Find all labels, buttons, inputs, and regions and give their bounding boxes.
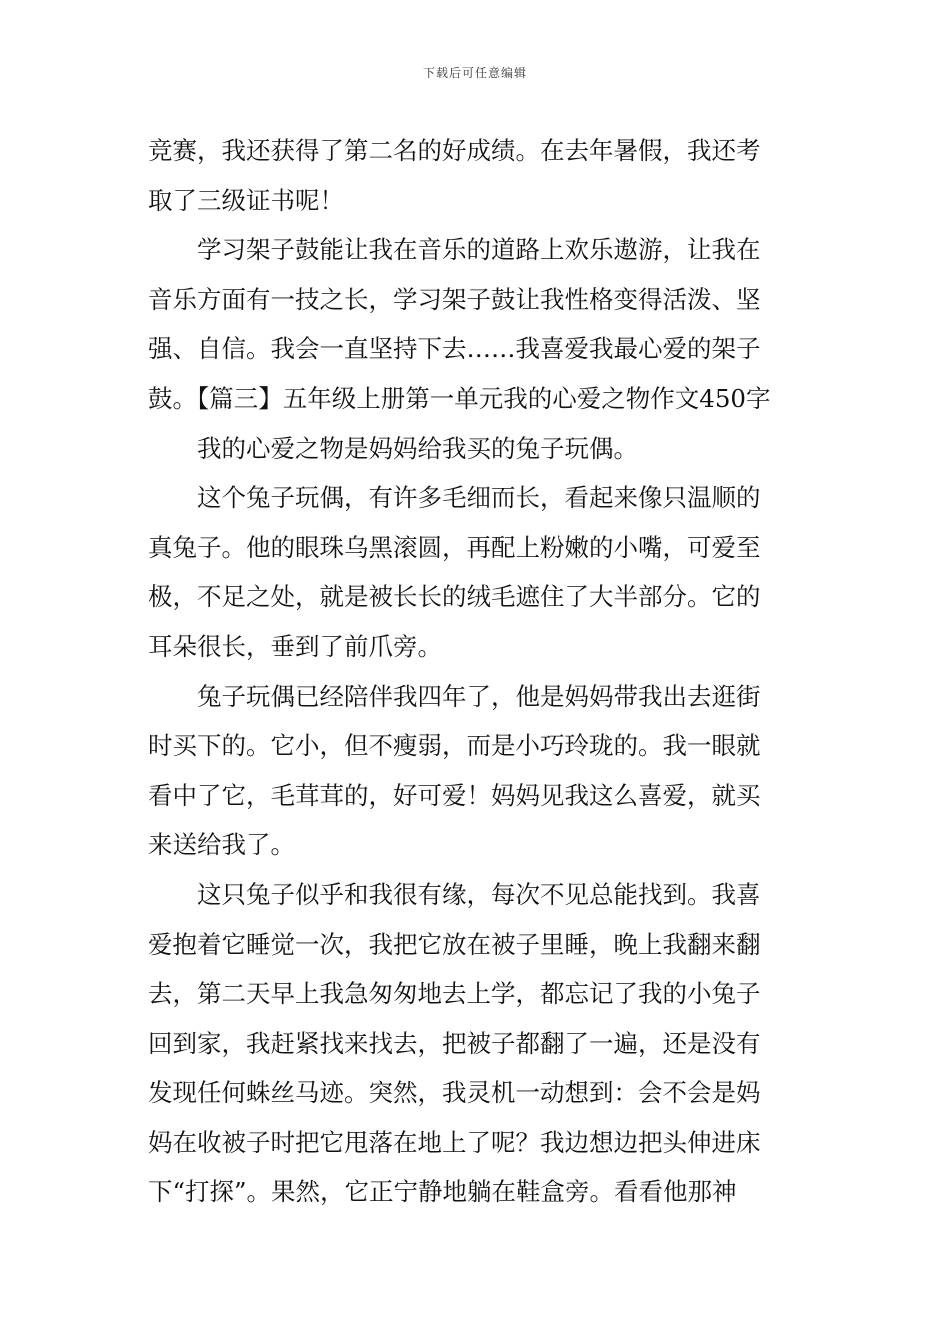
text-line: 这只兔子似乎和我很有缘，每次不见总能找到。我喜 xyxy=(197,879,761,909)
text-line: 去，第二天早上我急匆匆地去上学，都忘记了我的小兔子 xyxy=(148,979,761,1009)
text-line: 极，不足之处，就是被长长的绒毛遮住了大半部分。它的 xyxy=(148,582,761,612)
page-header: 下载后可任意编辑 xyxy=(422,66,527,80)
text-line: 回到家，我赶紧找来找去，把被子都翻了一遍，还是没有 xyxy=(148,1028,761,1058)
text-line: 取了三级证书呢！ xyxy=(148,185,344,215)
text-line: 这个兔子玩偶，有许多毛细而长，看起来像只温顺的 xyxy=(197,483,761,513)
text-line: 下“打探”。果然，它正宁静地躺在鞋盒旁。看看他那神 xyxy=(148,1177,737,1207)
document-body xyxy=(148,126,810,1217)
text-line: 强、自信。我会一直坚持下去……我喜爱我最心爱的架子 xyxy=(148,334,761,364)
text-line: 来送给我了。 xyxy=(148,830,295,860)
text-line: 时买下的。它小，但不瘦弱，而是小巧玲珑的。我一眼就 xyxy=(148,731,761,761)
text-line: 耳朵很长，垂到了前爪旁。 xyxy=(148,631,442,661)
text-line: 爱抱着它睡觉一次，我把它放在被子里睡，晚上我翻来翻 xyxy=(148,929,761,959)
text-line: 发现任何蛛丝马迹。突然，我灵机一动想到：会不会是妈 xyxy=(148,1078,761,1108)
text-line: 学习架子鼓能让我在音乐的道路上欢乐遨游，让我在 xyxy=(197,235,761,265)
text-line: 竞赛，我还获得了第二名的好成绩。在去年暑假，我还考 xyxy=(148,136,761,165)
text-line: 妈在收被子时把它甩落在地上了呢？我边想边把头伸进床 xyxy=(148,1127,761,1157)
text-line: 音乐方面有一技之长，学习架子鼓让我性格变得活泼、坚 xyxy=(148,284,761,314)
text-line: 我的心爱之物是妈妈给我买的兔子玩偶。 xyxy=(197,433,638,463)
text-line: 真兔子。他的眼珠乌黑滚圆，再配上粉嫩的小嘴，可爱至 xyxy=(148,532,761,562)
text-line: 鼓。【篇三】五年级上册第一单元我的心爱之物作文450字 xyxy=(148,383,771,413)
text-line: 看中了它，毛茸茸的，好可爱！妈妈见我这么喜爱，就买 xyxy=(148,780,761,810)
text-line: 兔子玩偶已经陪伴我四年了，他是妈妈带我出去逛街 xyxy=(197,681,761,711)
